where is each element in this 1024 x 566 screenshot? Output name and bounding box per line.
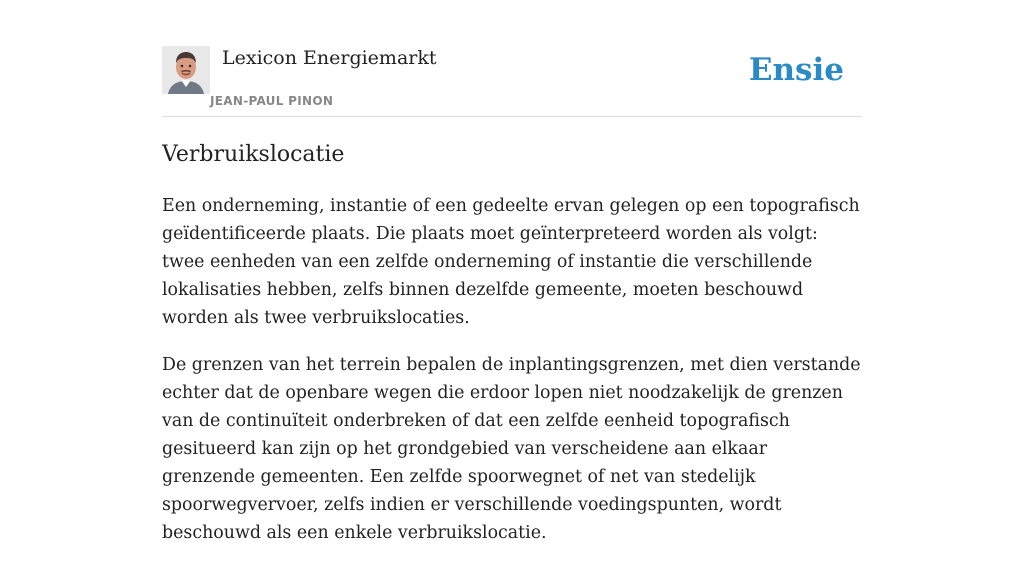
paragraph: Een onderneming, instantie of een gedeelte ervan gelegen op een topografisch geïdentificeerde plaats. Die plaats moet geïnterpreteerd worden als volgt: twee eenheden van een zelfde onderneming of instantie die verschillende lokalisaties hebben, zelfs binnen dezelfde gemeente, moeten beschouwd worden als twee verbruikslocaties.: [162, 196, 860, 328]
entry-body: [162, 192, 862, 566]
author-name[interactable]: JEAN-PAUL PINON: [210, 94, 334, 108]
entry-title: Verbruikslocatie: [162, 142, 345, 167]
entry-header: [162, 0, 862, 117]
person-icon: [162, 46, 210, 94]
paragraph: De grenzen van het terrein bepalen de inplantingsgrenzen, met dien verstande echter dat de openbare wegen die erdoor lopen niet noodzakelijk de grenzen van de continuïteit onderbreken of dat een zelfde eenheid topografisch gesitueerd kan zijn op het grondgebied van verscheidene aan elkaar grenzende gemeenten. Een zelfde spoorwegnet of net van stedelijk spoorwegvervoer, zelfs indien er verschillende voedingspunten, wordt beschouwd als een enkele verbruikslocatie.: [162, 355, 861, 543]
author-avatar[interactable]: [162, 46, 210, 94]
lexicon-title[interactable]: Lexicon Energiemarkt: [222, 47, 437, 69]
ensie-logo[interactable]: Ensie: [748, 52, 844, 88]
entry-card: [162, 0, 862, 543]
